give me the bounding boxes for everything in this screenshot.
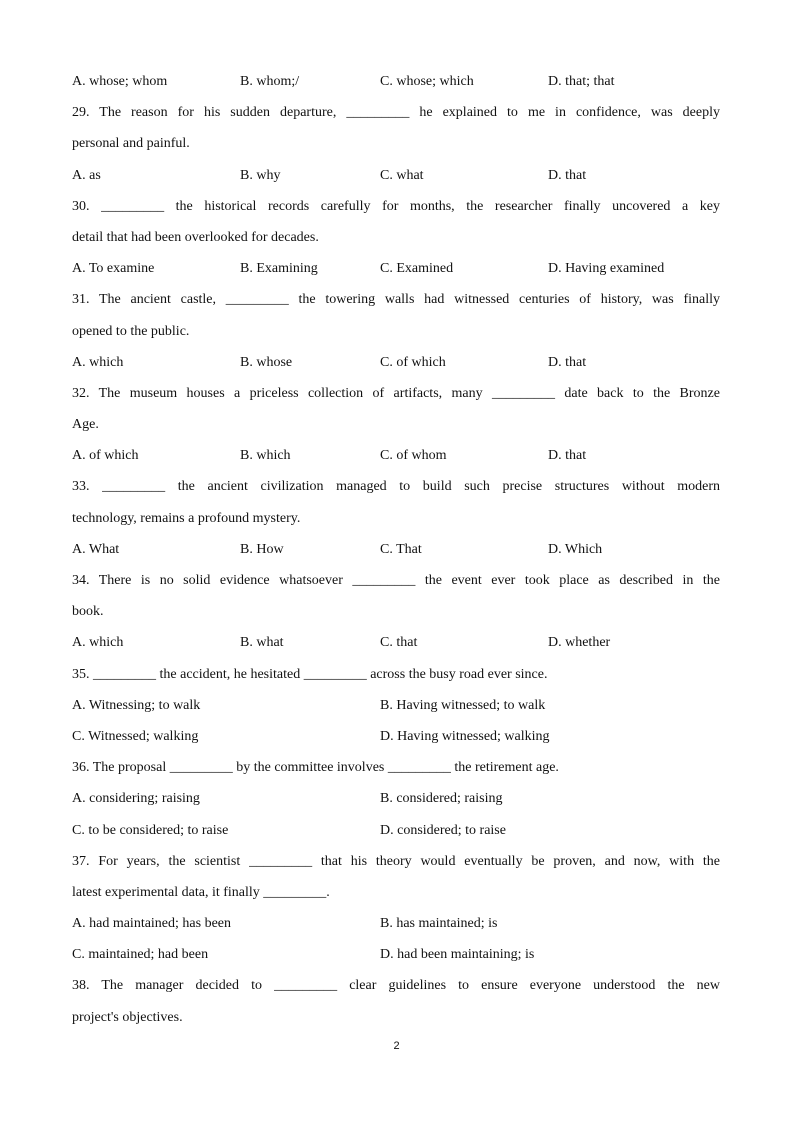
worksheet-content xyxy=(72,66,720,1033)
option-row xyxy=(72,253,720,284)
option-a: A. Witnessing; to walk xyxy=(72,697,201,713)
question-stem xyxy=(72,378,720,440)
option-d: D. whether xyxy=(548,635,611,651)
question-line: personal and painful. xyxy=(72,136,190,152)
option-a: A. considering; raising xyxy=(72,791,200,807)
question-line: 38. The manager decided to _________ clear guidelines to ensure everyone understood the new xyxy=(72,978,720,994)
option-b: D. considered; to raise xyxy=(380,822,506,838)
option-c: C. that xyxy=(380,635,418,651)
option-row xyxy=(72,66,720,97)
option-d: D. that xyxy=(548,167,587,183)
option-b: B. Having witnessed; to walk xyxy=(380,697,546,713)
option-row xyxy=(72,721,720,752)
question-stem xyxy=(72,846,720,908)
option-row xyxy=(72,939,720,970)
question-line: 36. The proposal _________ by the committee involves _________ the retirement age. xyxy=(72,760,559,776)
question-stem xyxy=(72,659,720,690)
option-a: A. of which xyxy=(72,448,139,464)
question-stem xyxy=(72,97,720,159)
question-stem xyxy=(72,970,720,1032)
option-row xyxy=(72,908,720,939)
question-line: technology, remains a profound mystery. xyxy=(72,510,301,526)
option-a: A. as xyxy=(72,167,101,183)
option-d: D. that xyxy=(548,354,587,370)
option-a: A. What xyxy=(72,541,120,557)
question-stem xyxy=(72,284,720,346)
option-row xyxy=(72,783,720,814)
question-stem xyxy=(72,471,720,533)
option-b: B. which xyxy=(240,448,291,464)
option-a: C. maintained; had been xyxy=(72,947,209,963)
question-line: 31. The ancient castle, _________ the towering walls had witnessed centuries of history, was finally xyxy=(72,292,720,308)
option-d: D. Which xyxy=(548,541,603,557)
option-b: D. Having witnessed; walking xyxy=(380,728,550,744)
option-a: A. had maintained; has been xyxy=(72,916,232,932)
option-c: C. Examined xyxy=(380,261,454,277)
option-row xyxy=(72,690,720,721)
option-a: A. To examine xyxy=(72,261,155,277)
question-line: 30. _________ the historical records carefully for months, the researcher finally uncovered a key xyxy=(72,198,720,214)
option-row xyxy=(72,815,720,846)
option-b: B. why xyxy=(240,167,281,183)
option-a: A. whose; whom xyxy=(72,74,168,89)
question-line: Age. xyxy=(72,417,99,433)
option-b: B. what xyxy=(240,635,284,651)
option-b: B. How xyxy=(240,541,284,557)
question-stem xyxy=(72,752,720,783)
option-row xyxy=(72,440,720,471)
option-row xyxy=(72,347,720,378)
option-row xyxy=(72,534,720,565)
option-c: C. of which xyxy=(380,354,446,370)
option-a: C. Witnessed; walking xyxy=(72,728,199,744)
page-number: 2 xyxy=(393,1040,400,1052)
question-line: project's objectives. xyxy=(72,1009,183,1025)
option-c: C. whose; which xyxy=(380,74,474,89)
option-b: B. considered; raising xyxy=(380,791,503,807)
question-line: latest experimental data, it finally _________. xyxy=(72,884,330,900)
question-stem xyxy=(72,191,720,253)
option-b: B. whose xyxy=(240,354,293,370)
option-row xyxy=(72,160,720,191)
option-c: C. what xyxy=(380,167,424,183)
option-d: D. that xyxy=(548,448,587,464)
option-b: B. whom;/ xyxy=(240,74,300,89)
question-line: 35. _________ the accident, he hesitated _________ across the busy road ever since. xyxy=(72,666,548,682)
option-d: D. Having examined xyxy=(548,261,665,277)
option-d: D. that; that xyxy=(548,74,615,89)
option-a: C. to be considered; to raise xyxy=(72,822,229,838)
option-c: C. That xyxy=(380,541,422,557)
question-line: book. xyxy=(72,604,104,620)
question-line: 29. The reason for his sudden departure, _________ he explained to me in confidence, was deeply xyxy=(72,105,720,121)
option-b: D. had been maintaining; is xyxy=(380,947,535,963)
option-c: C. of whom xyxy=(380,448,447,464)
option-a: A. which xyxy=(72,635,124,651)
question-line: opened to the public. xyxy=(72,323,190,339)
option-b: B. Examining xyxy=(240,261,318,277)
option-a: A. which xyxy=(72,354,124,370)
question-line: 32. The museum houses a priceless collection of artifacts, many _________ date back to the Bronze xyxy=(72,385,720,401)
question-line: detail that had been overlooked for decades. xyxy=(72,229,319,245)
question-line: 34. There is no solid evidence whatsoever _________ the event ever took place as described in the xyxy=(72,573,720,588)
question-line: 33. _________ the ancient civilization managed to build such precise structures without modern xyxy=(72,479,720,495)
option-b: B. has maintained; is xyxy=(380,916,498,932)
question-line: 37. For years, the scientist _________ that his theory would eventually be proven, and now, with the xyxy=(72,853,720,869)
question-stem xyxy=(72,565,720,627)
option-row xyxy=(72,627,720,658)
